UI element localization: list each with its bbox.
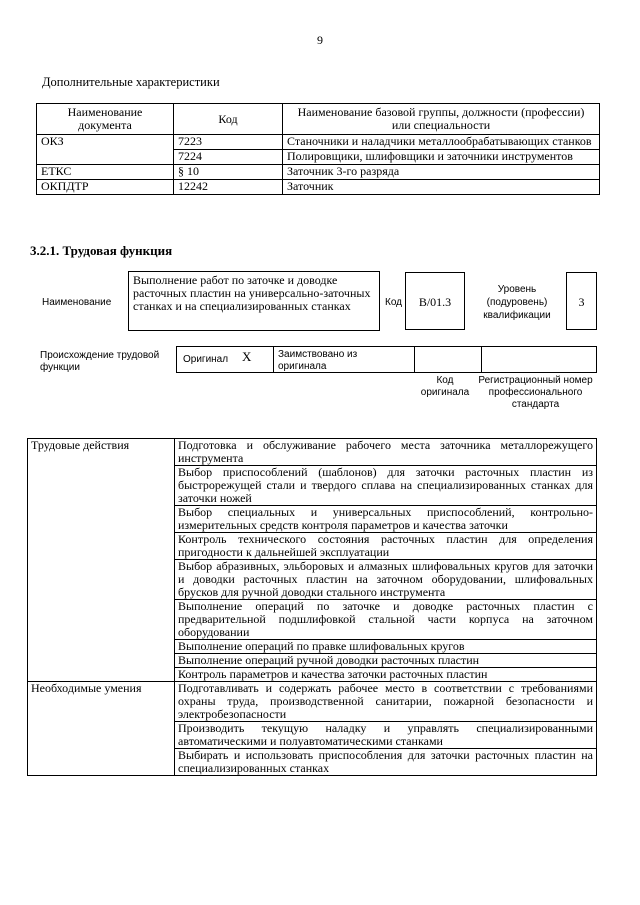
borrowed-label: Заимствовано из оригинала xyxy=(278,349,358,372)
table-row xyxy=(28,682,597,722)
row-code: 12242 xyxy=(174,180,283,195)
table-row xyxy=(37,135,600,150)
function-level-value: 3 xyxy=(566,272,597,330)
row-doc: ОКПДТР xyxy=(37,180,174,195)
table-row xyxy=(28,439,597,466)
labor-action: Выполнение операций ручной доводки расточных пластин xyxy=(175,654,597,668)
skills-label: Необходимые умения xyxy=(28,682,175,776)
origin-divider xyxy=(273,347,274,372)
additional-characteristics-title: Дополнительные характеристики xyxy=(42,75,220,89)
header-doc: Наименование документа xyxy=(37,104,174,135)
function-name-label: Наименование xyxy=(42,297,112,308)
row-name: Заточник xyxy=(283,180,600,195)
table-row xyxy=(37,165,600,180)
row-name: Полировщики, шлифовщики и заточники инструментов xyxy=(283,150,600,165)
original-label: Оригинал xyxy=(183,354,229,365)
labor-actions-label: Трудовые действия xyxy=(28,439,175,682)
row-code: § 10 xyxy=(174,165,283,180)
table-row xyxy=(37,180,600,195)
function-code-value: B/01.3 xyxy=(405,272,465,330)
labor-action: Контроль технического состояния расточных пластин для определения пригодности к дальнейшей эксплуатации xyxy=(175,533,597,560)
code-original-label: Код оригинала xyxy=(420,375,470,398)
labor-action: Подготовка и обслуживание рабочего места заточника металлорежущего инструмента xyxy=(175,439,597,466)
row-name: Станочники и наладчики металлообрабатывающих станков xyxy=(283,135,600,150)
labor-action: Выполнение операций по правке шлифовальных кругов xyxy=(175,640,597,654)
header-code: Код xyxy=(174,104,283,135)
row-doc: ОКЗ xyxy=(37,135,174,150)
row-doc: ЕТКС xyxy=(37,165,174,180)
row-code: 7223 xyxy=(174,135,283,150)
labor-action: Выбор абразивных, эльборовых и алмазных шлифовальных кругов для заточки и доводки расточных пластин на заточном оборудовании, шлифовальных брусков для ручной доводки стального инструмента xyxy=(175,560,597,600)
skill: Выбирать и использовать приспособления для заточки расточных пластин на специализированных станках xyxy=(175,749,597,776)
skill: Подготавливать и содержать рабочее место в соответствии с требованиями охраны труда, производственной санитарии, пожарной безопасности и электробезопасности xyxy=(175,682,597,722)
function-level-label: Уровень (подуровень) квалификации xyxy=(483,284,551,321)
function-title: 3.2.1. Трудовая функция xyxy=(30,243,173,258)
labor-action: Выбор приспособлений (шаблонов) для заточки расточных пластин из быстрорежущей стали и твердого сплава на специализированных станках для заточки ножей xyxy=(175,466,597,506)
characteristics-table xyxy=(36,103,600,195)
page-number: 9 xyxy=(317,33,323,47)
reg-number-label: Регистрационный номер профессионального стандарта xyxy=(478,375,593,410)
origin-divider xyxy=(481,347,482,372)
original-mark: X xyxy=(242,349,252,364)
row-code: 7224 xyxy=(174,150,283,165)
labor-action: Выполнение операций по заточке и доводке расточных пластин с предварительной подшлифовкой стальной части корпуса на заточном оборудовании xyxy=(175,600,597,640)
origin-divider xyxy=(414,347,415,372)
origin-label: Происхождение трудовой функции xyxy=(40,350,160,373)
labor-action: Выбор специальных и универсальных приспособлений, контрольно-измерительных средств контроля параметров и качества заточки xyxy=(175,506,597,533)
table-row xyxy=(37,150,600,165)
labor-table xyxy=(27,438,597,776)
skill: Производить текущую наладку и управлять специализированными автоматическими и полуавтоматическими станками xyxy=(175,722,597,749)
function-name-value: Выполнение работ по заточке и доводке расточных пластин на универсально-заточных станках и на специализированных станках xyxy=(128,271,380,331)
header-name: Наименование базовой группы, должности (профессии) или специальности xyxy=(283,104,600,135)
function-code-label: Код xyxy=(385,297,403,308)
row-name: Заточник 3-го разряда xyxy=(283,165,600,180)
table-header-row xyxy=(37,104,600,135)
labor-action: Контроль параметров и качества заточки расточных пластин xyxy=(175,668,597,682)
row-doc xyxy=(37,150,174,165)
